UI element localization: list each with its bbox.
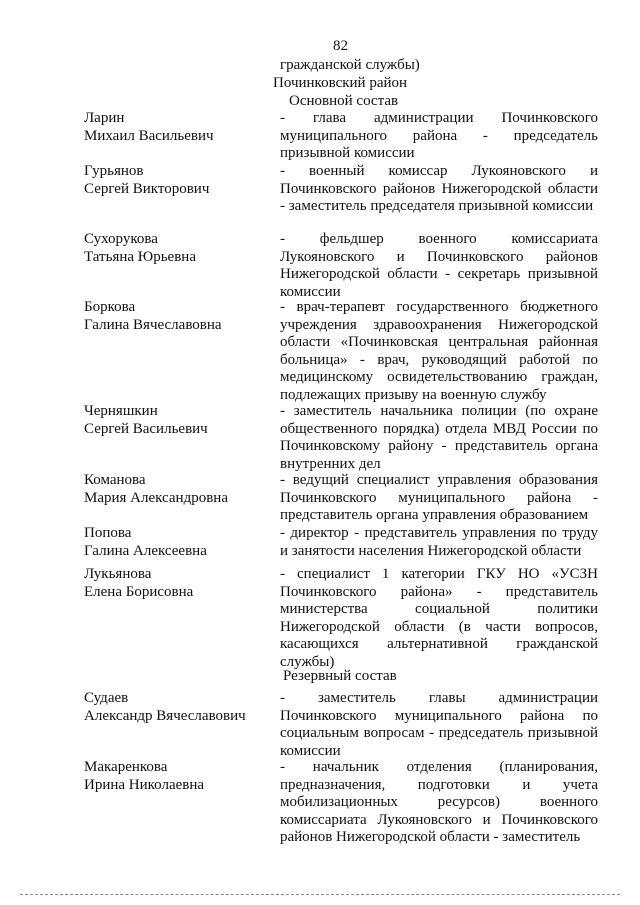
member-role: - начальник отделения (планирования, предназначения, подготовки и учета мобилизационных ресурсов) военного комиссариата Лукояновского и Починковского районов Нижегородской области - заместитель <box>280 759 598 845</box>
continuation-line: гражданской службы) <box>280 57 420 73</box>
member-given-name: Михаил Васильевич <box>84 127 214 144</box>
page-bottom-edge <box>20 894 620 895</box>
member-given-name: Александр Вячеславович <box>84 707 246 724</box>
member-surname: Макаренкова <box>84 759 168 775</box>
member-given-name: Галина Вячеславовна <box>84 316 222 333</box>
page-number: 82 <box>333 38 348 54</box>
member-name <box>84 403 274 438</box>
main-section-title: Основной состав <box>289 93 399 109</box>
member-surname: Попова <box>84 525 132 541</box>
member-surname: Ларин <box>84 110 125 126</box>
member-name <box>84 110 274 145</box>
member-surname: Лукьянова <box>84 566 152 582</box>
member-given-name: Татьяна Юрьевна <box>84 248 196 265</box>
member-role: - заместитель главы администрации Починковского муниципального района по социальным вопросам - председатель призывной комиссии <box>280 690 598 759</box>
member-given-name: Мария Александровна <box>84 489 228 506</box>
member-name <box>84 299 274 334</box>
member-given-name: Ирина Николаевна <box>84 776 205 793</box>
member-surname: Команова <box>84 472 146 488</box>
member-surname: Сухорукова <box>84 231 158 247</box>
member-given-name: Елена Борисовна <box>84 583 194 600</box>
member-given-name: Сергей Васильевич <box>84 420 208 437</box>
member-role: - врач-терапевт государственного бюджетного учреждения здравоохранения Нижегородской области «Починковская центральная районная больница» - врач, руководящий работой по медицинскому освидетельствованию граждан, подлежащих призыву на военную службу <box>280 299 598 403</box>
member-name <box>84 472 274 507</box>
member-role: - фельдшер военного комиссариата Лукояновского и Починковского районов Нижегородской области - секретарь призывной комиссии <box>280 231 598 300</box>
reserve-section-title: Резервный состав <box>283 668 397 684</box>
member-role: - ведущий специалист управления образования Починковского муниципального района - представитель органа управления образованием <box>280 472 598 523</box>
member-given-name: Сергей Викторович <box>84 180 210 197</box>
member-surname: Боркова <box>84 299 136 315</box>
member-name <box>84 759 274 794</box>
member-name <box>84 231 274 266</box>
member-role: - заместитель начальника полиции (по охране общественного порядка) отдела МВД России по Починковскому району - представитель органа внутренних дел <box>280 403 598 472</box>
member-surname: Черняшкин <box>84 403 158 419</box>
member-role: - глава администрации Починковского муниципального района - председатель призывной комиссии <box>280 110 598 161</box>
member-name <box>84 163 274 198</box>
member-given-name: Галина Алексеевна <box>84 542 207 559</box>
member-role: - специалист 1 категории ГКУ НО «УСЗН Починковского района» - представитель министерства социальной политики Нижегородской области (в части вопросов, касающихся альтернативной гражданской службы) <box>280 566 598 670</box>
member-surname: Гурьянов <box>84 163 144 179</box>
member-name <box>84 525 274 560</box>
member-role: - директор - представитель управления по труду и занятости населения Нижегородской области <box>280 525 598 559</box>
district-title: Починковский район <box>273 75 408 91</box>
member-role: - военный комиссар Лукояновского и Починковского районов Нижегородской области - заместитель председателя призывной комиссии <box>280 163 598 214</box>
member-name <box>84 566 274 601</box>
member-name <box>84 690 274 725</box>
member-surname: Судаев <box>84 690 129 706</box>
